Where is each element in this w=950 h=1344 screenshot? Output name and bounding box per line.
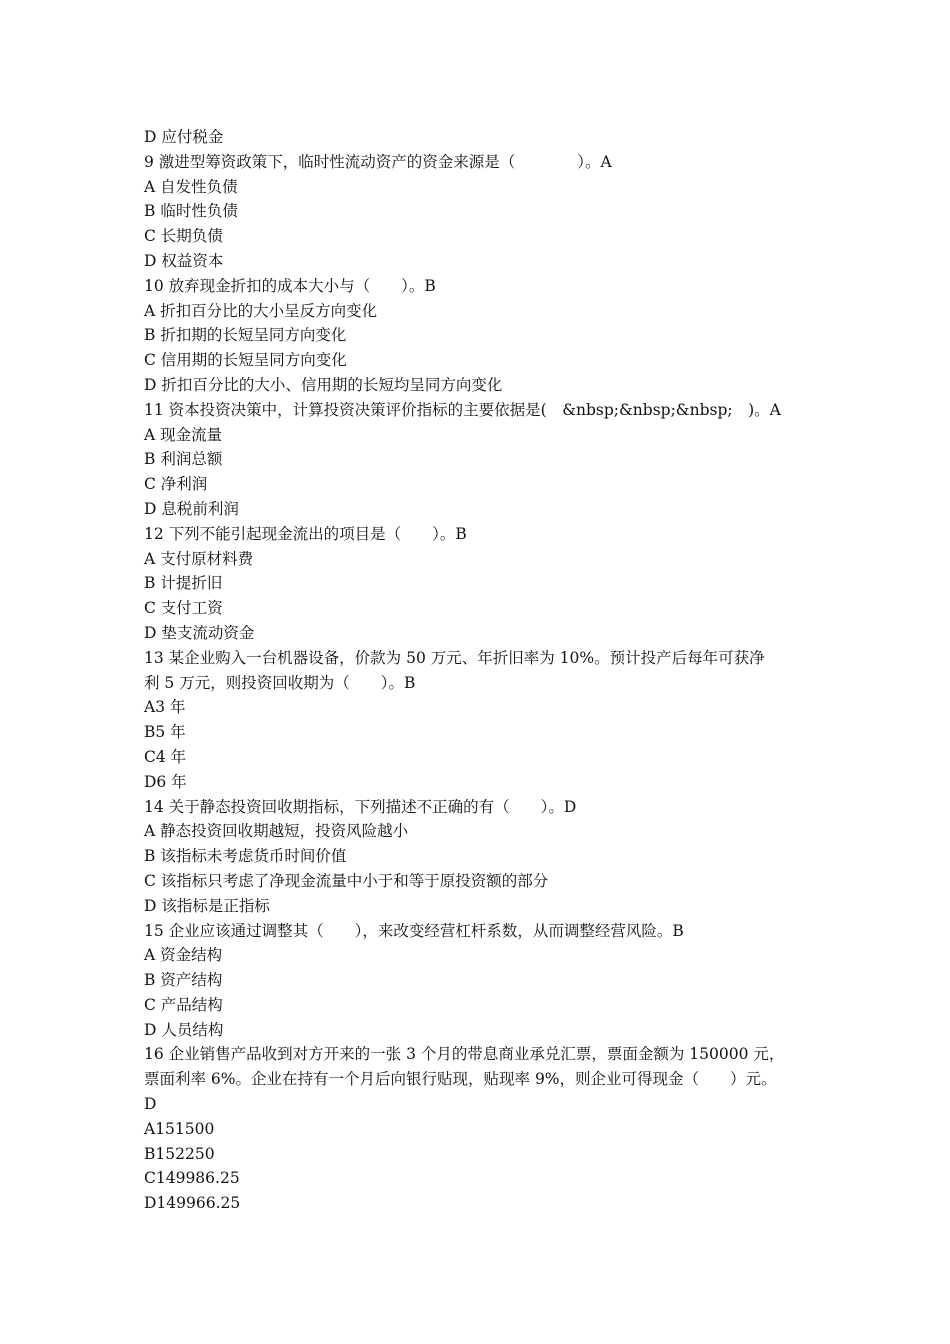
question-line: 14 关于静态投资回收期指标，下列描述不正确的有（ ）。D: [144, 797, 577, 816]
option-line: B 该指标未考虑货币时间价值: [144, 847, 347, 866]
option-line: D6 年: [144, 772, 187, 791]
option-line: C4 年: [144, 747, 187, 766]
option-line: D149966.25: [144, 1194, 241, 1213]
option-line: D 该指标是正指标: [144, 896, 270, 915]
option-line: B 计提折旧: [144, 574, 223, 593]
question-line: 12 下列不能引起现金流出的项目是（ ）。B: [144, 524, 467, 543]
question-line: 9 激进型筹资政策下，临时性流动资产的资金来源是（ ）。A: [144, 152, 612, 171]
option-line: B 利润总额: [144, 450, 223, 469]
option-line: C 支付工资: [144, 599, 223, 618]
option-line: B 资产结构: [144, 971, 223, 990]
option-line: A 支付原材料费: [144, 549, 254, 568]
option-line: A3 年: [144, 698, 186, 717]
option-line: D 应付税金: [144, 128, 224, 146]
option-line: B 临时性负债: [144, 202, 238, 221]
answer-line: D: [144, 1095, 157, 1114]
option-line: B5 年: [144, 723, 186, 742]
question-line-continued: 利 5 万元，则投资回收期为（ ）。B: [144, 673, 416, 692]
option-line: A 折扣百分比的大小呈反方向变化: [144, 301, 378, 320]
option-line: C 该指标只考虑了净现金流量中小于和等于原投资额的部分: [144, 871, 549, 890]
option-line: C 信用期的长短呈同方向变化: [144, 351, 347, 370]
question-line: 15 企业应该通过调整其（ ），来改变经营杠杆系数，从而调整经营风险。B: [144, 921, 684, 940]
option-line: A 静态投资回收期越短，投资风险越小: [144, 822, 409, 841]
option-line: A 自发性负债: [144, 177, 238, 196]
option-line: C149986.25: [144, 1169, 240, 1188]
option-line: D 垫支流动资金: [144, 623, 255, 642]
option-line: D 息税前利润: [144, 499, 239, 518]
question-line-continued: 票面利率 6%。企业在持有一个月后向银行贴现，贴现率 9%，则企业可得现金（ ）元。: [144, 1070, 777, 1089]
option-line: C 产品结构: [144, 995, 223, 1014]
option-line: D 折扣百分比的大小、信用期的长短均呈同方向变化: [144, 375, 503, 394]
question-line: 13 某企业购入一台机器设备，价款为 50 万元、年折旧率为 10%。预计投产后每年可获净: [144, 648, 765, 667]
option-line: A151500: [144, 1119, 215, 1138]
option-line: B152250: [144, 1144, 215, 1163]
option-line: D 权益资本: [144, 251, 224, 270]
question-line: 16 企业销售产品收到对方开来的一张 3 个月的带息商业承兑汇票，票面金额为 150000 元，: [144, 1045, 785, 1064]
document-body: [144, 125, 834, 1216]
option-line: A 现金流量: [144, 425, 223, 444]
question-line: 10 放弃现金折扣的成本大小与（ ）。B: [144, 276, 436, 295]
option-line: C 净利润: [144, 475, 208, 494]
option-line: C 长期负债: [144, 227, 223, 246]
option-line: D 人员结构: [144, 1020, 224, 1039]
option-line: B 折扣期的长短呈同方向变化: [144, 326, 347, 345]
option-line: A 资金结构: [144, 946, 223, 965]
question-line: 11 资本投资决策中，计算投资决策评价指标的主要依据是( &nbsp;&nbsp;&nbsp; )。A: [144, 400, 781, 419]
